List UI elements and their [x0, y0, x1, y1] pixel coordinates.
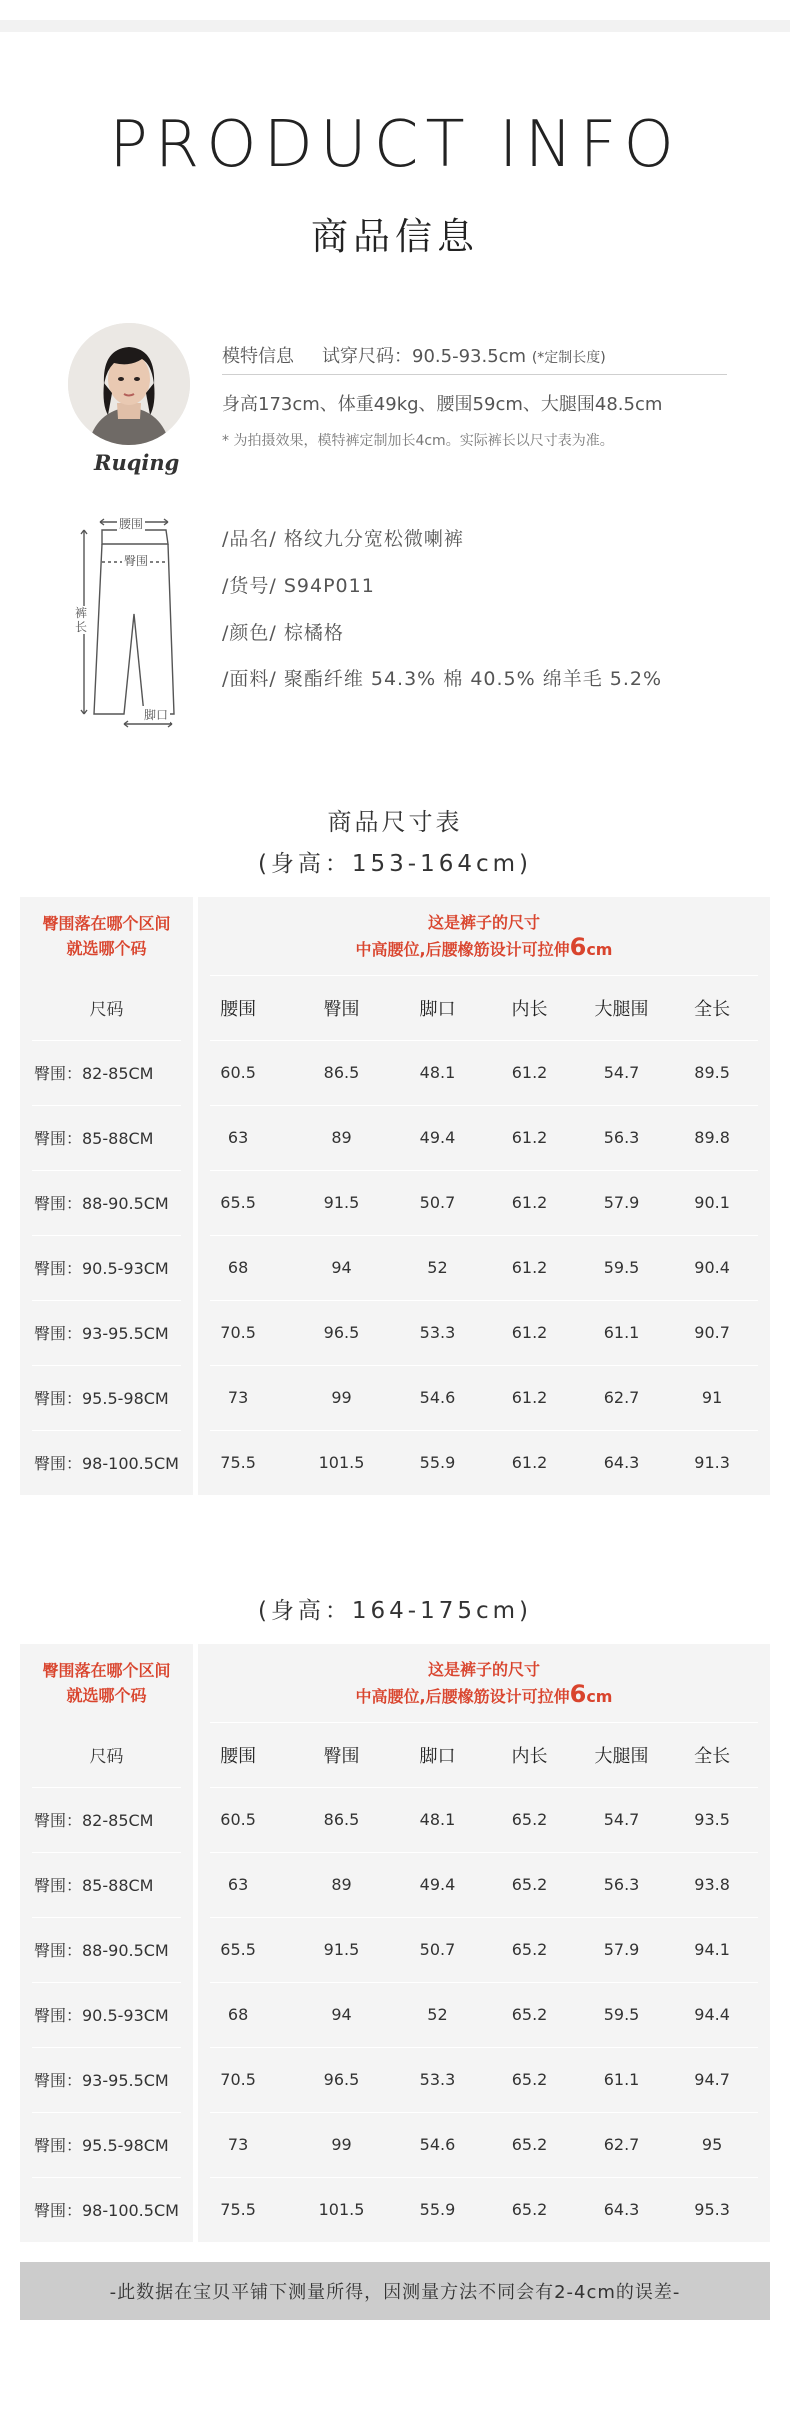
measurement-cell: 96.5	[323, 2070, 360, 2089]
measurement-footer-note: -此数据在宝贝平铺下测量所得，因测量方法不同会有2-4cm的误差-	[20, 2262, 770, 2320]
row-divider	[210, 1852, 758, 1853]
column-header: 大腿围	[594, 998, 649, 1020]
size-range-label: 臀围：95.5-98CM	[34, 1389, 169, 1408]
hip-range-hint-line2: 就选哪个码	[66, 939, 147, 958]
measurement-cell: 50.7	[419, 1940, 456, 1959]
attr-name: /品名/ 格纹九分宽松微喇裤	[222, 528, 464, 550]
row-divider	[32, 1982, 181, 1983]
measurement-cell: 62.7	[603, 2135, 640, 2154]
measurement-cell: 49.4	[419, 1128, 456, 1147]
measurement-cell: 94.4	[694, 2005, 730, 2024]
size-range-cell	[20, 1430, 193, 1495]
table-row	[198, 1430, 770, 1495]
model-note: * 为拍摄效果，模特裤定制加长4cm。实际裤长以尺寸表为准。	[222, 433, 614, 449]
column-header: 全长	[694, 998, 731, 1020]
measurement-cell: 94	[331, 2005, 352, 2024]
measurement-cell: 52	[427, 1258, 448, 1277]
stretch-hint-number: 6	[569, 933, 587, 961]
measurement-cell: 56.3	[603, 1128, 640, 1147]
stretch-hint-text: 中高腰位,后腰橡筋设计可拉伸	[355, 1687, 570, 1706]
size-range-cell	[20, 2177, 193, 2242]
size-range-cell	[20, 1235, 193, 1300]
measurement-cell: 73	[227, 2135, 249, 2154]
row-divider	[210, 975, 758, 976]
size-range-cell	[20, 1852, 193, 1917]
size-chart-title: 商品尺寸表	[327, 808, 463, 836]
size-range-label: 臀围：95.5-98CM	[34, 2136, 169, 2155]
measurement-cell: 94.1	[694, 1940, 730, 1959]
size-table-1	[20, 897, 770, 1495]
attr-color: /颜色/ 棕橘格	[222, 622, 344, 644]
size-range-cell	[20, 2047, 193, 2112]
size-column-header: 尺码	[89, 1747, 124, 1767]
size-range-label: 臀围：98-100.5CM	[34, 2201, 179, 2220]
measurement-cell: 94	[331, 1258, 352, 1277]
column-header: 全长	[694, 1745, 731, 1767]
measurement-cell: 70.5	[220, 2070, 256, 2089]
measurement-cell: 91.3	[694, 1453, 730, 1472]
size-column	[20, 1644, 193, 2242]
size-range-cell	[20, 1040, 193, 1105]
measurement-cell: 91.5	[323, 1940, 360, 1959]
measurement-cell: 63	[227, 1128, 249, 1147]
measurement-columns	[198, 897, 770, 1495]
measurement-cell: 65.2	[511, 2005, 548, 2024]
size-range-label: 臀围：82-85CM	[34, 1811, 154, 1830]
table-row	[198, 1105, 770, 1170]
hip-range-hint-line1: 臀围落在哪个区间	[42, 1661, 171, 1680]
hip-range-hint-line2: 就选哪个码	[66, 1686, 147, 1705]
measurement-cell: 63	[227, 1875, 249, 1894]
hip-range-hint	[20, 1644, 193, 1722]
diagram-hip-label: 臀围	[124, 554, 149, 568]
measurement-cell: 91.5	[323, 1193, 360, 1212]
measurement-cell: 96.5	[323, 1323, 360, 1342]
row-divider	[210, 1170, 758, 1171]
size-range-label: 臀围：82-85CM	[34, 1064, 154, 1083]
table-row	[198, 1040, 770, 1105]
size-range-cell	[20, 1365, 193, 1430]
size-range-label: 臀围：90.5-93CM	[34, 2006, 169, 2025]
measurement-cell: 75.5	[220, 2200, 256, 2219]
measurement-cell: 48.1	[419, 1810, 456, 1829]
hip-range-hint	[20, 897, 193, 975]
measurement-columns	[198, 1644, 770, 2242]
size-range-label: 臀围：93-95.5CM	[34, 2071, 169, 2090]
row-divider	[32, 1430, 181, 1431]
top-divider-bar	[0, 20, 790, 32]
measurement-cell: 65.2	[511, 1940, 548, 1959]
table-row	[198, 2112, 770, 2177]
size-range-cell	[20, 1300, 193, 1365]
column-header: 臀围	[323, 998, 360, 1020]
size-column	[20, 897, 193, 1495]
measurement-cell: 54.7	[603, 1063, 640, 1082]
measurement-cell: 61.2	[511, 1063, 548, 1082]
row-divider	[210, 1917, 758, 1918]
pants-size-hint-line2	[356, 935, 613, 962]
column-header: 脚口	[419, 998, 456, 1020]
size-range-label: 臀围：98-100.5CM	[34, 1454, 179, 1473]
table-row	[198, 1982, 770, 2047]
measurement-cell: 86.5	[323, 1810, 360, 1829]
measurement-cell: 65.2	[511, 1810, 548, 1829]
table-row	[198, 1852, 770, 1917]
measurement-cell: 65.5	[220, 1193, 256, 1212]
measurement-cell: 56.3	[603, 1875, 640, 1894]
table-row	[198, 2047, 770, 2112]
row-divider	[32, 1917, 181, 1918]
row-divider	[32, 1105, 181, 1106]
pants-size-hint-line1: 这是裤子的尺寸	[427, 913, 540, 932]
measurement-cell: 65.5	[220, 1940, 256, 1959]
measurement-cell: 59.5	[603, 1258, 640, 1277]
row-divider	[32, 1852, 181, 1853]
column-header: 脚口	[419, 1745, 456, 1767]
measurement-cell: 65.2	[511, 2070, 548, 2089]
measurement-cell: 99	[331, 2135, 352, 2154]
size-range-label: 臀围：93-95.5CM	[34, 1324, 169, 1343]
measurement-cell: 59.5	[603, 2005, 640, 2024]
measurement-cell: 65.2	[511, 1875, 548, 1894]
size-range-cell	[20, 1982, 193, 2047]
attr-sku: /货号/ S94P011	[222, 575, 375, 597]
column-header-row	[198, 975, 770, 1040]
model-measurements: 身高173cm、体重49kg、腰围59cm、大腿围48.5cm	[222, 394, 663, 415]
measurement-cell: 64.3	[603, 1453, 640, 1472]
measurement-cell: 90.4	[694, 1258, 730, 1277]
row-divider	[32, 1300, 181, 1301]
measurement-cell: 54.7	[603, 1810, 640, 1829]
measurement-cell: 50.7	[419, 1193, 456, 1212]
measurement-cell: 90.7	[694, 1323, 730, 1342]
measurement-cell: 55.9	[419, 1453, 456, 1472]
table-row	[198, 2177, 770, 2242]
measurement-cell: 64.3	[603, 2200, 640, 2219]
model-avatar	[68, 323, 190, 445]
measurement-cell: 101.5	[318, 1453, 365, 1472]
page-title-en: PRODUCT INFO	[109, 108, 681, 182]
row-divider	[210, 1105, 758, 1106]
measurement-cell: 75.5	[220, 1453, 256, 1472]
row-divider	[32, 1170, 181, 1171]
measurement-cell: 95	[701, 2135, 723, 2154]
measurement-cell: 90.1	[694, 1193, 730, 1212]
size-range-cell	[20, 1105, 193, 1170]
column-header: 大腿围	[594, 1745, 649, 1767]
size-column-header: 尺码	[89, 1000, 124, 1020]
measurement-cell: 91	[701, 1388, 723, 1407]
measurement-cell: 61.2	[511, 1193, 548, 1212]
row-divider	[210, 1982, 758, 1983]
measurement-cell: 99	[331, 1388, 352, 1407]
row-divider	[210, 1235, 758, 1236]
row-divider	[210, 2177, 758, 2178]
measurement-cell: 49.4	[419, 1875, 456, 1894]
measurement-cell: 68	[227, 1258, 249, 1277]
measurement-cell: 54.6	[419, 2135, 456, 2154]
size-range-label: 臀围：90.5-93CM	[34, 1259, 169, 1278]
row-divider	[210, 2047, 758, 2048]
measurement-cell: 61.1	[603, 2070, 640, 2089]
row-divider	[210, 1365, 758, 1366]
column-header: 内长	[511, 1745, 548, 1767]
model-portrait-icon	[68, 323, 190, 445]
measurement-cell: 94.7	[694, 2070, 730, 2089]
size-range-label: 臀围：88-90.5CM	[34, 1941, 169, 1960]
attr-fabric: /面料/ 聚酯纤维 54.3% 棉 40.5% 绵羊毛 5.2%	[222, 668, 663, 690]
measurement-cell: 89	[331, 1128, 352, 1147]
measurement-cell: 57.9	[603, 1940, 640, 1959]
measurement-cell: 89.8	[694, 1128, 730, 1147]
column-header: 腰围	[220, 998, 257, 1020]
model-info-label: 模特信息	[222, 346, 294, 367]
measurement-cell: 61.2	[511, 1258, 548, 1277]
table-row	[198, 1170, 770, 1235]
size-range-cell	[20, 1170, 193, 1235]
table-row	[198, 1787, 770, 1852]
model-info-divider	[222, 374, 727, 375]
measurement-cell: 62.7	[603, 1388, 640, 1407]
measurement-cell: 61.2	[511, 1128, 548, 1147]
row-divider	[210, 1787, 758, 1788]
row-divider	[32, 1365, 181, 1366]
measurement-cell: 89.5	[694, 1063, 730, 1082]
measurement-cell: 53.3	[419, 1323, 456, 1342]
row-divider	[210, 1040, 758, 1041]
measurement-cell: 68	[227, 2005, 249, 2024]
measurement-cell: 61.2	[511, 1323, 548, 1342]
row-divider	[32, 2047, 181, 2048]
size-range-label: 臀围：88-90.5CM	[34, 1194, 169, 1213]
measurement-cell: 52	[427, 2005, 448, 2024]
size-range-label: 臀围：85-88CM	[34, 1129, 154, 1148]
table-row	[198, 1300, 770, 1365]
model-name: Ruqing	[94, 450, 180, 475]
measurement-cell: 89	[331, 1875, 352, 1894]
size-range-label: 臀围：85-88CM	[34, 1876, 154, 1895]
page-title-cn: 商品信息	[311, 215, 479, 258]
size-table-2	[20, 1644, 770, 2242]
diagram-waist-label: 腰围	[119, 517, 144, 531]
hip-range-hint-line1: 臀围落在哪个区间	[42, 914, 171, 933]
table-row	[198, 1235, 770, 1300]
pants-diagram-icon	[72, 518, 192, 728]
pants-size-hint	[198, 1644, 770, 1722]
row-divider	[32, 1787, 181, 1788]
measurement-cell: 54.6	[419, 1388, 456, 1407]
row-divider	[210, 1430, 758, 1431]
stretch-hint-text: 中高腰位,后腰橡筋设计可拉伸	[355, 940, 570, 959]
table-row	[198, 1365, 770, 1430]
measurement-cell: 95.3	[694, 2200, 730, 2219]
pants-size-hint	[198, 897, 770, 975]
measurement-cell: 93.8	[694, 1875, 730, 1894]
measurement-cell: 65.2	[511, 2200, 548, 2219]
measurement-cell: 48.1	[419, 1063, 456, 1082]
measurement-cell: 86.5	[323, 1063, 360, 1082]
measurement-cell: 101.5	[318, 2200, 365, 2219]
table2-height-label: (身高：164-175cm)	[257, 1598, 533, 1624]
model-size-label: 试穿尺码：90.5-93.5cm	[322, 346, 527, 367]
model-info-row	[222, 342, 606, 368]
diagram-length-label: 裤长	[75, 606, 88, 634]
column-header: 内长	[511, 998, 548, 1020]
table-row	[198, 1917, 770, 1982]
measurement-cell: 60.5	[220, 1810, 256, 1829]
measurement-cell: 61.1	[603, 1323, 640, 1342]
diagram-hem-label: 脚口	[144, 708, 169, 722]
column-header: 臀围	[323, 1745, 360, 1767]
measurement-cell: 53.3	[419, 2070, 456, 2089]
measurement-cell: 70.5	[220, 1323, 256, 1342]
row-divider	[210, 1722, 758, 1723]
row-divider	[32, 2177, 181, 2178]
stretch-hint-unit: cm	[586, 940, 613, 959]
row-divider	[210, 2112, 758, 2113]
table1-height-label: (身高：153-164cm)	[257, 851, 533, 877]
measurement-cell: 73	[227, 1388, 249, 1407]
measurement-cell: 93.5	[694, 1810, 730, 1829]
measurement-cell: 65.2	[511, 2135, 548, 2154]
stretch-hint-unit: cm	[586, 1687, 613, 1706]
pants-size-hint-line1: 这是裤子的尺寸	[427, 1660, 540, 1679]
size-range-cell	[20, 2112, 193, 2177]
measurement-cell: 61.2	[511, 1388, 548, 1407]
measurement-cell: 60.5	[220, 1063, 256, 1082]
measurement-cell: 61.2	[511, 1453, 548, 1472]
size-range-cell	[20, 1917, 193, 1982]
pants-size-hint-line2	[356, 1682, 613, 1709]
row-divider	[32, 1040, 181, 1041]
measurement-cell: 57.9	[603, 1193, 640, 1212]
stretch-hint-number: 6	[569, 1680, 587, 1708]
row-divider	[32, 2112, 181, 2113]
row-divider	[210, 1300, 758, 1301]
column-header: 腰围	[220, 1745, 257, 1767]
model-size-note: (*定制长度)	[531, 350, 606, 366]
size-range-cell	[20, 1787, 193, 1852]
column-header-row	[198, 1722, 770, 1787]
row-divider	[32, 1235, 181, 1236]
measurement-cell: 55.9	[419, 2200, 456, 2219]
